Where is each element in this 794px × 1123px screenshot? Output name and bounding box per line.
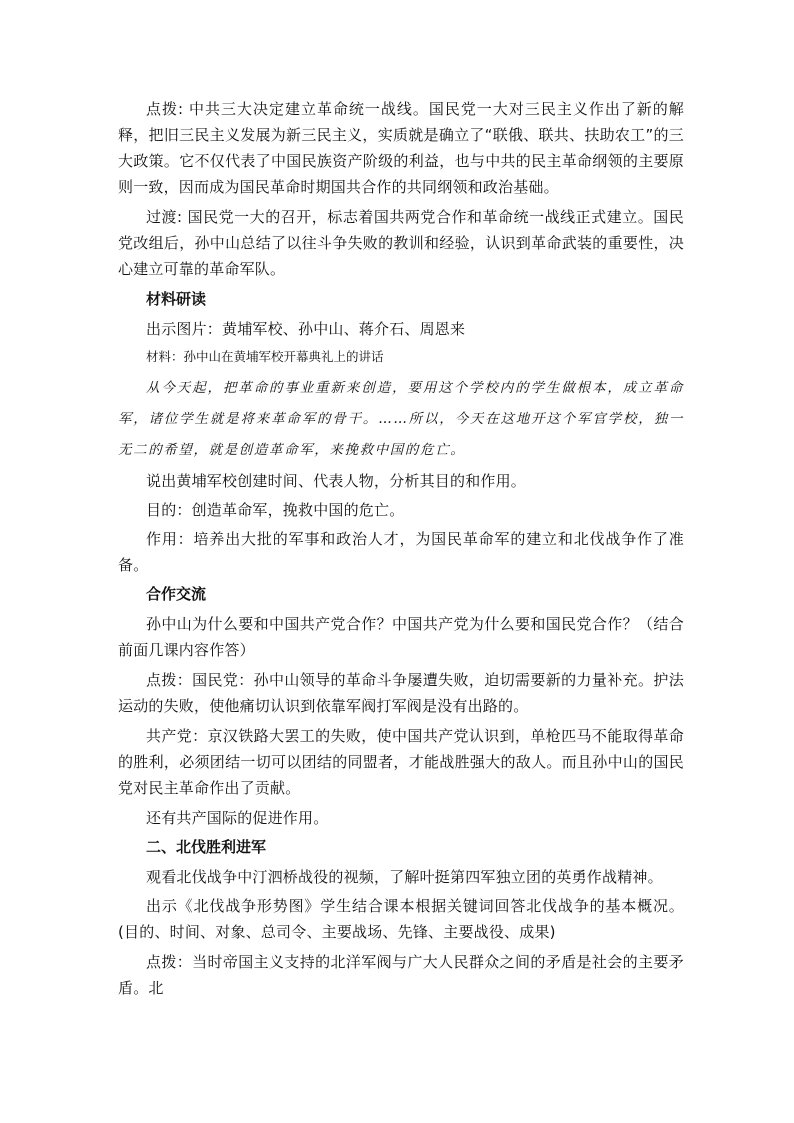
paragraph-guidance-1: 点拨: 中共三大决定建立革命统一战线。国民党一大对三民主义作出了新的解释，把旧三民主义发展为新三民主义，实质就是确立了“联俄、联共、扶助农工”的三大政策。它不仅代表了中国民族资产阶级的利益，也与中共的民主革命纲领的主要原则一致，因而成为国民革命时期国共合作的共同纲领和政治基础。	[118, 100, 684, 196]
heading-cooperation: 合作交流	[146, 585, 207, 603]
paragraph-effect: 作用：培养出大批的军事和政治人才，为国民革命军的建立和北伐战争作了准备。	[118, 530, 684, 574]
material-quote: 从今天起，把革命的事业重新来创造，要用这个学校内的学生做根本，成立革命军，诸位学生就是将来革命军的骨干。……所以，今天在这地开这个军官学校，独一无二的希望，就是创造革命军，来挽救中国的危亡。	[118, 380, 684, 458]
paragraph-guidance-2: 点拨：当时帝国主义支持的北洋军阀与广大人民群众之间的矛盾是社会的主要矛盾。北	[118, 953, 684, 997]
paragraph-purpose: 目的：创造革命军，挽救中国的危亡。	[146, 501, 405, 519]
paragraph-guidance-cpc: 共产党：京汉铁路大罢工的失败，使中国共产党认识到，单枪匹马不能取得革命的胜利，必须团结一切可以团结的同盟者，才能战胜强大的敌人。而且孙中山的国民党对民主革命作出了贡献。	[118, 727, 684, 797]
paragraph-question: 孙中山为什么要和中国共产党合作？中国共产党为什么要和国民党合作？（结合前面几课内容作答）	[118, 615, 684, 659]
heading-northern-expedition: 二、北伐胜利进军	[146, 838, 267, 856]
heading-material-reading: 材料研读	[146, 290, 207, 308]
document-page	[118, 96, 684, 1005]
paragraph-video: 观看北伐战争中汀泗桥战役的视频，了解叶挺第四军独立团的英勇作战精神。	[146, 868, 663, 886]
paragraph-task: 说出黄埔军校创建时间、代表人物，分析其目的和作用。	[146, 472, 527, 490]
paragraph-guidance-kmt: 点拨：国民党：孙中山领导的革命斗争屡遭失败，迫切需要新的力量补充。护法运动的失败，使他痛切认识到依靠军阀打军阀是没有出路的。	[118, 671, 684, 715]
paragraph-comintern: 还有共产国际的促进作用。	[146, 809, 329, 827]
paragraph-show-pictures: 出示图片：黄埔军校、孙中山、蒋介石、周恩来	[146, 320, 466, 338]
paragraph-transition: 过渡: 国民党一大的召开，标志着国共两党合作和革命统一战线正式建立。国民党改组后，孙中山总结了以往斗争失败的教训和经验，认识到革命武装的重要性，决心建立可靠的革命军队。	[118, 208, 684, 278]
paragraph-map: 出示《北伐战争形势图》学生结合课本根据关键词回答北伐战争的基本概况。(目的、时间、对象、总司令、主要战场、先锋、主要战役、成果)	[118, 897, 684, 941]
material-title: 材料：孙中山在黄埔军校开幕典礼上的讲话	[146, 349, 384, 364]
